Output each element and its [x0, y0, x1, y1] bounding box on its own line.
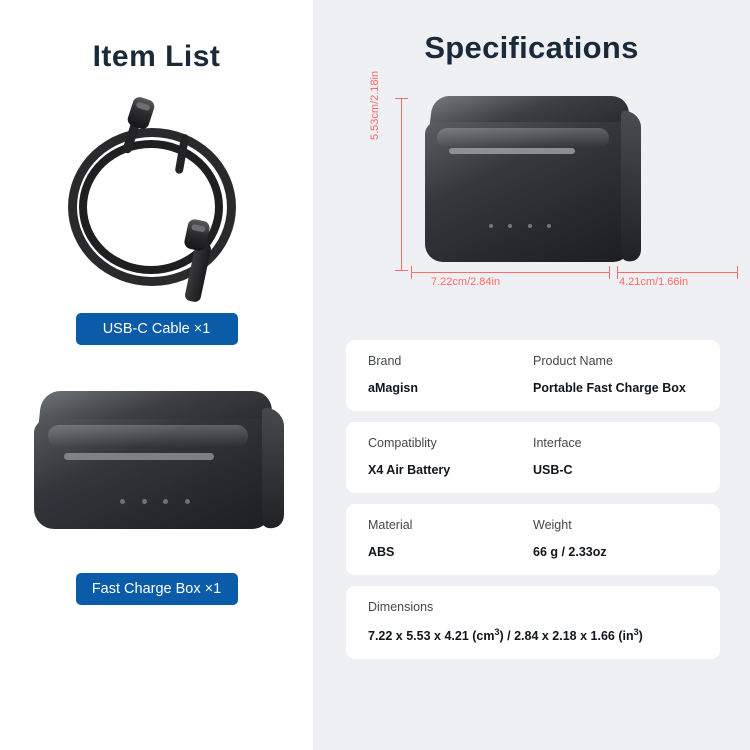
depth-cap-right: [737, 266, 738, 279]
width-dimension-label: 7.22cm/2.84in: [431, 276, 501, 288]
diagram-box-side: [621, 110, 641, 265]
usb-c-connector-icon: [126, 95, 156, 130]
height-dimension-label: 5.53cm/2.18in: [369, 70, 381, 140]
dimension-diagram: [313, 70, 750, 306]
diagram-box-slot: [449, 148, 575, 154]
spec-card-dimensions: [346, 586, 720, 659]
spec-value: Portable Fast Charge Box: [533, 381, 686, 395]
spec-card-material: [346, 504, 720, 575]
item-label-cable: USB-C Cable ×1: [76, 313, 238, 345]
spec-key: Weight: [533, 518, 572, 532]
charge-box-diagram-icon: [417, 96, 642, 271]
width-cap-left: [411, 266, 412, 279]
dimensions-separator: ) / 2.84 x 2.18 x 1.66 (in: [499, 629, 634, 644]
spec-key: Dimensions: [368, 600, 434, 614]
spec-key: Material: [368, 518, 413, 532]
dimensions-cm-exponent: 3: [494, 627, 500, 637]
specifications-title: Specifications: [424, 30, 639, 65]
diagram-indicator-dots: [489, 224, 551, 228]
spec-value: X4 Air Battery: [368, 463, 451, 477]
item-label-charge-box: Fast Charge Box ×1: [76, 573, 238, 605]
spec-card-brand: [346, 340, 720, 411]
specifications-panel: [313, 0, 750, 750]
item-list-panel: [0, 0, 313, 750]
spec-key: Brand: [368, 354, 402, 368]
specifications-list: [346, 340, 720, 670]
height-cap-bottom: [395, 270, 408, 271]
charge-box-illustration: [0, 373, 313, 573]
spec-value: 66 g / 2.33oz: [533, 545, 607, 559]
charge-box-side: [262, 407, 284, 532]
charge-box-highlight: [48, 425, 248, 447]
dimensions-end: ): [638, 629, 643, 644]
spec-key: Interface: [533, 436, 582, 450]
width-cap-right: [609, 266, 610, 279]
charge-box-indicator-dots: [120, 499, 190, 504]
spec-value: USB-C: [533, 463, 573, 477]
spec-key: Compatiblity: [368, 436, 437, 450]
charge-box-slot: [64, 453, 214, 460]
dimensions-in-exponent: 3: [633, 627, 639, 637]
height-cap-top: [395, 98, 408, 99]
depth-dimension-label: 4.21cm/1.66in: [619, 276, 689, 288]
usb-c-cable-illustration: [0, 92, 313, 307]
depth-dimension-line: [617, 272, 737, 273]
dimensions-cm: 7.22 x 5.53 x 4.21 (cm: [368, 629, 495, 644]
spec-card-compatibility: [346, 422, 720, 493]
item-list-title: Item List: [92, 40, 221, 73]
width-dimension-line: [411, 272, 609, 273]
charge-box-icon: [30, 391, 282, 541]
spec-value: aMagisn: [368, 381, 419, 395]
diagram-box-highlight: [437, 128, 609, 148]
height-dimension-line: [401, 98, 402, 270]
depth-cap-left: [617, 266, 618, 279]
spec-key: Product Name: [533, 354, 613, 368]
spec-value-dimensions: [368, 627, 698, 643]
spec-value: ABS: [368, 545, 395, 559]
